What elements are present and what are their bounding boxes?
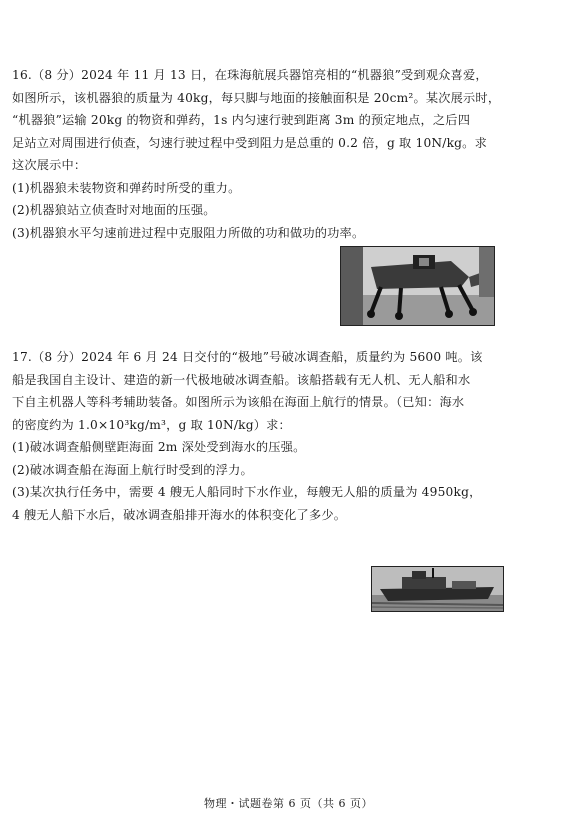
q17-line: 船是我国自主设计、建造的新一代极地破冰调查船。该船搭载有无人机、无人船和水 <box>12 372 471 387</box>
q16-subquestion-2: (2)机器狼站立侦查时对地面的压强。 <box>12 203 216 217</box>
q16-subquestion-1: (1)机器狼未装物资和弹药时所受的重力。 <box>12 180 241 195</box>
q17-line: 4 艘无人船下水后，破冰调查船排开海水的体积变化了多少。 <box>12 507 347 522</box>
q17-subquestion-3: (3)某次执行任务中，需要 4 艘无人船同时下水作业，每艘无人船的质量为 4950kg， <box>12 485 482 499</box>
q16-line: 足站立对周围进行侦查，匀速行驶过程中受到阻力是总重的 0.2 倍，g 取 10N/kg。求 <box>12 135 487 150</box>
robot-wolf-photo <box>340 246 495 326</box>
q16-line: 如图所示，该机器狼的质量为 40kg，每只脚与地面的接触面积是 20cm²。某次展示时， <box>12 90 501 105</box>
question-16 <box>12 64 532 244</box>
icebreaker-ship-image <box>372 567 503 611</box>
q17-subquestion-2: (2)破冰调查船在海面上航行时受到的浮力。 <box>12 462 253 477</box>
q17-line: 下自主机器人等科考辅助装备。如图所示为该船在海面上航行的情景。（已知：海水 <box>12 395 465 409</box>
q17-line: 的密度约为 1.0×10³kg/m³，g 取 10N/kg）求： <box>12 417 291 432</box>
q17-line: 17.（8 分）2024 年 6 月 24 日交付的“极地”号破冰调查船，质量约为 5600 吨。该 <box>12 350 483 364</box>
page-footer: 物理・试题卷第 6 页（共 6 页） <box>204 797 373 810</box>
q17-subquestion-1: (1)破冰调查船侧壁距海面 2m 深处受到海水的压强。 <box>12 440 306 454</box>
q16-line: 这次展示中： <box>12 158 87 172</box>
q16-subquestion-3: (3)机器狼水平匀速前进过程中克服阻力所做的功和做功的功率。 <box>12 225 365 240</box>
q16-line: “机器狼”运输 20kg 的物资和弹药，1s 内匀速行驶到距离 3m 的预定地点，之后四 <box>12 113 471 127</box>
robot-wolf-image <box>341 247 494 325</box>
icebreaker-ship-photo <box>371 566 504 612</box>
question-17 <box>12 346 532 526</box>
q16-line: 16.（8 分）2024 年 11 月 13 日，在珠海航展兵器馆亮相的“机器狼”受到观众喜爱， <box>12 68 488 82</box>
